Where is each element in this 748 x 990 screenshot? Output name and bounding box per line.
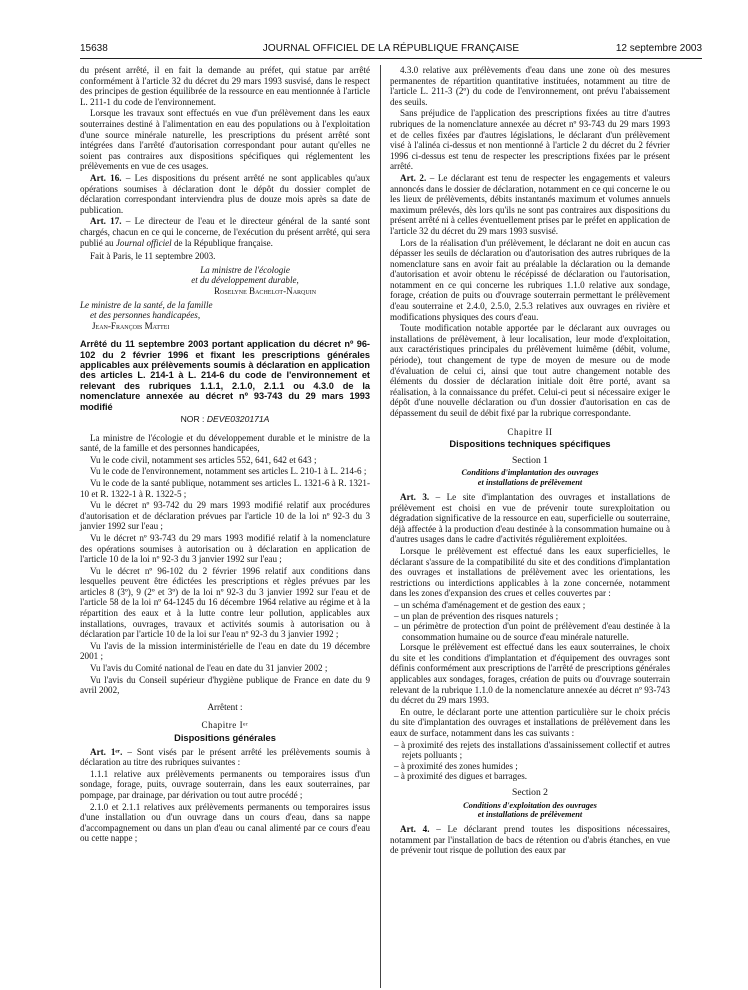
article-label: Art. 4. bbox=[400, 824, 430, 835]
decree-title: Arrêté du 11 septembre 2003 portant application du décret nº 96-102 du 2 février 1996 et fixant les prescriptions générales applicables aux prélèvements soumis à déclaration en application des articles L. 214-1 à L. 214-6 du code de l'environnement et relevant des rubriques 1.1.1, 2.1.0, 2.1.1 ou 4.3.0 de la nomenclature annexée au décret nº 93-743 du 29 mars 1993 modifié bbox=[80, 339, 370, 412]
section-title-line: et installations de prélèvement bbox=[477, 478, 583, 488]
paragraph: Toute modification notable apportée par le déclarant aux ouvrages ou installations de prélèvement, à leur localisation, leur mode d'exploitation, aux caractéristiques principales du prélèvement luimême (débit, volume, période), tout changement de type de moyen de mesure ou de mode d'évaluation de celui ci, ainsi que tout autre changement notable des éléments du dossier de déclaration initiale doit être porté, avant sa réalisation, à la connaissance du préfet. Celui-ci peut si nécessaire exiger le dépôt d'une nouvelle déclaration ou d'un dossier d'autorisation en cas de dépassement du seuil de débit fixé par la rubrique correspondante. bbox=[390, 323, 670, 418]
rubrique: 2.1.0 et 2.1.1 relatives aux prélèvements permanents ou temporaires issus d'une installation ou d'un ouvrage dans un cours d'eau, dans sa nappe d'accompagnement ou dans un plan d'eau ou canal alimenté par ce cours d'eau ou cette nappe ; bbox=[80, 801, 370, 844]
visa: Vu le décret nº 96-102 du 2 février 1996 relatif aux conditions dans lesquelles peuvent être édictées les prescriptions et règles prévues par les articles 8 (3º), 9 (2º et 3º) de la loi nº 92-3 du 3 janvier 1992 sur l'eau et de l'article 58 de la loi nº 64-1245 du 16 décembre 1964 relative au régime et à la répartition des eaux et à la lutte contre leur pollution, applicables aux installations, ouvrages, travaux et activités soumis à autorisation ou à déclaration par l'article 10 de la loi sur l'eau nº 92-3 du 3 janvier 1992 ; bbox=[80, 565, 370, 640]
header-rule bbox=[80, 58, 702, 59]
article-text: – Le déclarant prend toutes les dispositions nécessaires, notamment par l'installation de bacs de rétention ou d'abris étanches, en vue de prévenir tout risque de pollution des eaux par bbox=[390, 824, 670, 856]
chapter-title: Dispositions générales bbox=[174, 733, 276, 743]
journal-reference: Journal officiel bbox=[115, 237, 172, 248]
article-3 bbox=[390, 492, 670, 545]
right-column bbox=[390, 65, 670, 857]
nor-label: NOR : bbox=[180, 413, 207, 424]
visa: Vu le décret nº 93-743 du 29 mars 1993 modifié relatif à la nomenclature des opérations soumises à autorisation ou à déclaration en application de l'article 10 de la loi nº 92-3 du 3 janvier 1992 sur l'eau ; bbox=[80, 532, 370, 565]
list-item: – un schéma d'aménagement et de gestion des eaux ; bbox=[394, 599, 586, 610]
list-item: – un plan de prévention des risques naturels ; bbox=[394, 610, 559, 621]
article-label: Art. 17. bbox=[90, 216, 122, 227]
page-number: 15638 bbox=[80, 43, 108, 54]
article-4 bbox=[390, 824, 670, 856]
rubrique: 1.1.1 relative aux prélèvements permanents ou temporaires issus d'un sondage, forage, puits, ouvrage souterrain, dans les eaux souterraines, par pompage, par drainage, par dérivation ou tout autre procédé ; bbox=[80, 768, 370, 800]
signature-block-ecologie bbox=[80, 265, 370, 296]
article-text: – Sont visés par le présent arrêté les prélèvements soumis à déclaration au titre des rubriques suivantes : bbox=[80, 746, 371, 768]
left-column bbox=[80, 65, 370, 845]
signatory-name: Roselyne Bachelot-Narquin bbox=[213, 285, 317, 296]
paragraph: du présent arrêté, il en fait la demande au préfet, qui statue par arrêté conformément à l'article 32 du décret du 29 mars 1993 susvisé, dans le respect des principes de gestion équilibrée de la ressource en eau mentionnée à l'article L. 211-1 du code de l'environnement. bbox=[80, 65, 370, 107]
signatory-name: Jean-François Mattei bbox=[92, 320, 170, 331]
list-item: – un périmètre de protection d'un point de prélèvement d'eau destinée à la consommation humaine ou de source d'eau minérale naturelle. bbox=[394, 621, 670, 642]
visa: Vu le décret nº 93-742 du 29 mars 1993 modifié relatif aux procédures d'autorisation et de déclaration prévues par l'article 10 de la loi nº 92-3 du 3 janvier 1992 sur l'eau ; bbox=[80, 500, 370, 532]
list-item: – à proximité des rejets des installations d'assainissement collectif et autres rejets polluants ; bbox=[394, 739, 670, 761]
arretent: Arrêtent : bbox=[207, 701, 243, 712]
article-1 bbox=[80, 747, 370, 768]
list-item: – à proximité des digues et barrages. bbox=[394, 771, 528, 782]
article-text: – Le site d'implantation des ouvrages et installations de prélèvement est choisi en vue de prévenir toute surexploitation ou dégradation significative de la ressource en eau, superficielle ou souterraine, déjà affectée à la production d'eau destinée à la consommation humaine ou à d'autres usages dans le cadre d'activités régulièrement exploitées. bbox=[390, 491, 670, 545]
article-label: Art. 1ᵉʳ. bbox=[90, 746, 123, 757]
signatory-title: et du développement durable, bbox=[191, 275, 299, 286]
section-title bbox=[390, 801, 670, 821]
visa: Vu le code civil, notamment ses articles 552, 641, 642 et 643 ; bbox=[90, 454, 317, 465]
visa: Vu l'avis du Conseil supérieur d'hygiène publique de France en date du 9 avril 2002, bbox=[80, 674, 370, 696]
list-item: – à proximité des zones humides ; bbox=[394, 760, 518, 771]
visa: Vu l'avis de la mission interministérielle de l'eau en date du 19 décembre 2001 ; bbox=[80, 640, 370, 662]
preamble: La ministre de l'écologie et du développement durable et le ministre de la santé, de la famille et des personnes handicapées, bbox=[80, 432, 370, 454]
section-title-line: et installations de prélèvement bbox=[477, 810, 583, 820]
visa: Vu le code de la santé publique, notamment ses articles L. 1321-6 à R. 1321-10 et R. 1322-1 à R. 1322-5 ; bbox=[80, 477, 370, 499]
article-16 bbox=[80, 173, 370, 215]
signature-block-sante bbox=[80, 300, 370, 331]
paragraph: En outre, le déclarant porte une attention particulière sur le choix précis du site d'implantation des ouvrages et installations de prélèvement dans les eaux de surface, notamment dans les cas suivants : bbox=[390, 706, 670, 739]
paragraph: Lorsque les travaux sont effectués en vue d'un prélèvement dans les eaux souterraines destiné à l'alimentation en eau des populations ou à l'exploitation d'une source minérale naturelle, les prescriptions du présent arrêté sont intégrées dans l'arrêté d'autorisation correspondant pour autant qu'elles ne soient pas contraires aux dispositions spécifiques qui réglementent les prélèvements en vue de ces usages. bbox=[80, 108, 370, 172]
paragraph: Lorsque le prélèvement est effectué dans les eaux superficielles, le déclarant s'assure de la compatibilité du site et des conditions d'implantation des ouvrages et installations de prélèvement avec les orientations, les restrictions ou interdictions applicables à la zone concernée, notamment dans les zones d'expansion des crues et celles couvertes par : bbox=[390, 545, 670, 599]
rubrique: 4.3.0 relative aux prélèvements d'eau dans une zone où des mesures permanentes de répartition quantitative instituées, notamment au titre de l'article L. 211-3 (2º) du code de l'environnement, ont prévu l'abaissement des seuils. bbox=[390, 65, 670, 107]
section-title-line: Conditions d'exploitation des ouvrages bbox=[463, 800, 597, 810]
chapter-heading: Chapitre Iᵉʳ bbox=[201, 720, 249, 731]
signatory-title: Le ministre de la santé, de la famille bbox=[80, 299, 213, 310]
article-text: – Les dispositions du présent arrêté ne sont applicables qu'aux opérations soumises à déclaration dont le dépôt du dossier complet de déclaration correspondant interviendra plus de douze mois après sa date de publication. bbox=[80, 172, 370, 215]
signatory-title: La ministre de l'écologie bbox=[200, 264, 290, 275]
article-label: Art. 2. bbox=[400, 172, 427, 183]
article-text: – Le déclarant est tenu de respecter les engagements et valeurs annoncés dans le dossier de déclaration, notamment en ce qui concerne le ou les lieux de prélèvements, débits instantanés maximum et volumes annuels maximum prélevés, dès lors qu'ils ne sont pas contraires aux dispositions du présent arrêté ni à celles éventuellement prises par le préfet en application de l'article 32 du décret du 29 mars 1993 susvisé. bbox=[390, 172, 670, 236]
nor-code: DEVE0320171A bbox=[206, 413, 270, 424]
article-label: Art. 16. bbox=[90, 172, 122, 183]
section-heading: Section 1 bbox=[512, 454, 548, 466]
paragraph: Lors de la réalisation d'un prélèvement, le déclarant ne doit en aucun cas dépasser les seuils de déclaration ou d'autorisation des autres rubriques de la nomenclature sans en avoir fait au préalable la déclaration ou la demande d'autorisation et avoir obtenu le récépissé de déclaration ou l'autorisation, notamment en ce qui concerne les rubriques 1.1.0 relative aux sondage, forage, création de puits ou d'ouvrage souterrain permettant le prélèvement d'eau souterraine et 2.4.0, 2.5.0, 2.5.3 relatives aux ouvrages en rivière et modifications physiques des cours d'eau. bbox=[390, 237, 670, 322]
article-text: – Le directeur de l'eau et le directeur général de la santé sont chargés, chacun en ce qui le concerne, de l'exécution du présent arrêté, qui sera publié au bbox=[80, 216, 371, 248]
section-heading: Section 2 bbox=[512, 787, 548, 798]
issue-date: 12 septembre 2003 bbox=[615, 43, 702, 54]
signatory-title: et des personnes handicapées, bbox=[90, 310, 201, 321]
article-text: de la République française. bbox=[171, 237, 273, 248]
article-2 bbox=[390, 173, 670, 237]
article-label: Art. 3. bbox=[400, 491, 430, 502]
column-divider bbox=[380, 65, 381, 988]
chapter-heading: Chapitre II bbox=[507, 426, 553, 437]
section-title-line: Conditions d'implantation des ouvrages bbox=[461, 468, 599, 478]
section-title bbox=[390, 468, 670, 488]
paragraph: Sans préjudice de l'application des prescriptions fixées au titre d'autres rubriques de la nomenclature annexée au décret nº 93-743 du 29 mars 1993 et de celles fixées par d'autres législations, le déclarant d'un prélèvement visé à l'alinéa ci-dessus et non mentionné à l'article 2 du décret du 2 février 1996 ci-dessus est tenu de respecter les prescriptions fixées par le présent arrêté. bbox=[390, 108, 670, 172]
journal-title: JOURNAL OFFICIEL DE LA RÉPUBLIQUE FRANÇAISE bbox=[262, 43, 520, 54]
signature-date: Fait à Paris, le 11 septembre 2003. bbox=[90, 251, 216, 262]
article-17 bbox=[80, 216, 370, 248]
nor-reference bbox=[80, 414, 370, 425]
chapter-title: Dispositions techniques spécifiques bbox=[449, 439, 611, 450]
visa: Vu l'avis du Comité national de l'eau en date du 31 janvier 2002 ; bbox=[90, 663, 328, 674]
paragraph: Lorsque le prélèvement est effectué dans les eaux souterraines, le choix du site et les conditions d'implantation et d'équipement des ouvrages sont définis conformément aux prescriptions de l'arrêté de prescriptions générales applicables aux sondages, forages, création de puits ou d'ouvrage souterrain relevant de la rubrique 1.1.0 de la nomenclature annexée au décret nº 93-743 du décret du 29 mars 1993. bbox=[390, 642, 670, 706]
page-header bbox=[80, 43, 702, 57]
visa: Vu le code de l'environnement, notamment ses articles L. 210-1 à L. 214-6 ; bbox=[90, 466, 367, 477]
